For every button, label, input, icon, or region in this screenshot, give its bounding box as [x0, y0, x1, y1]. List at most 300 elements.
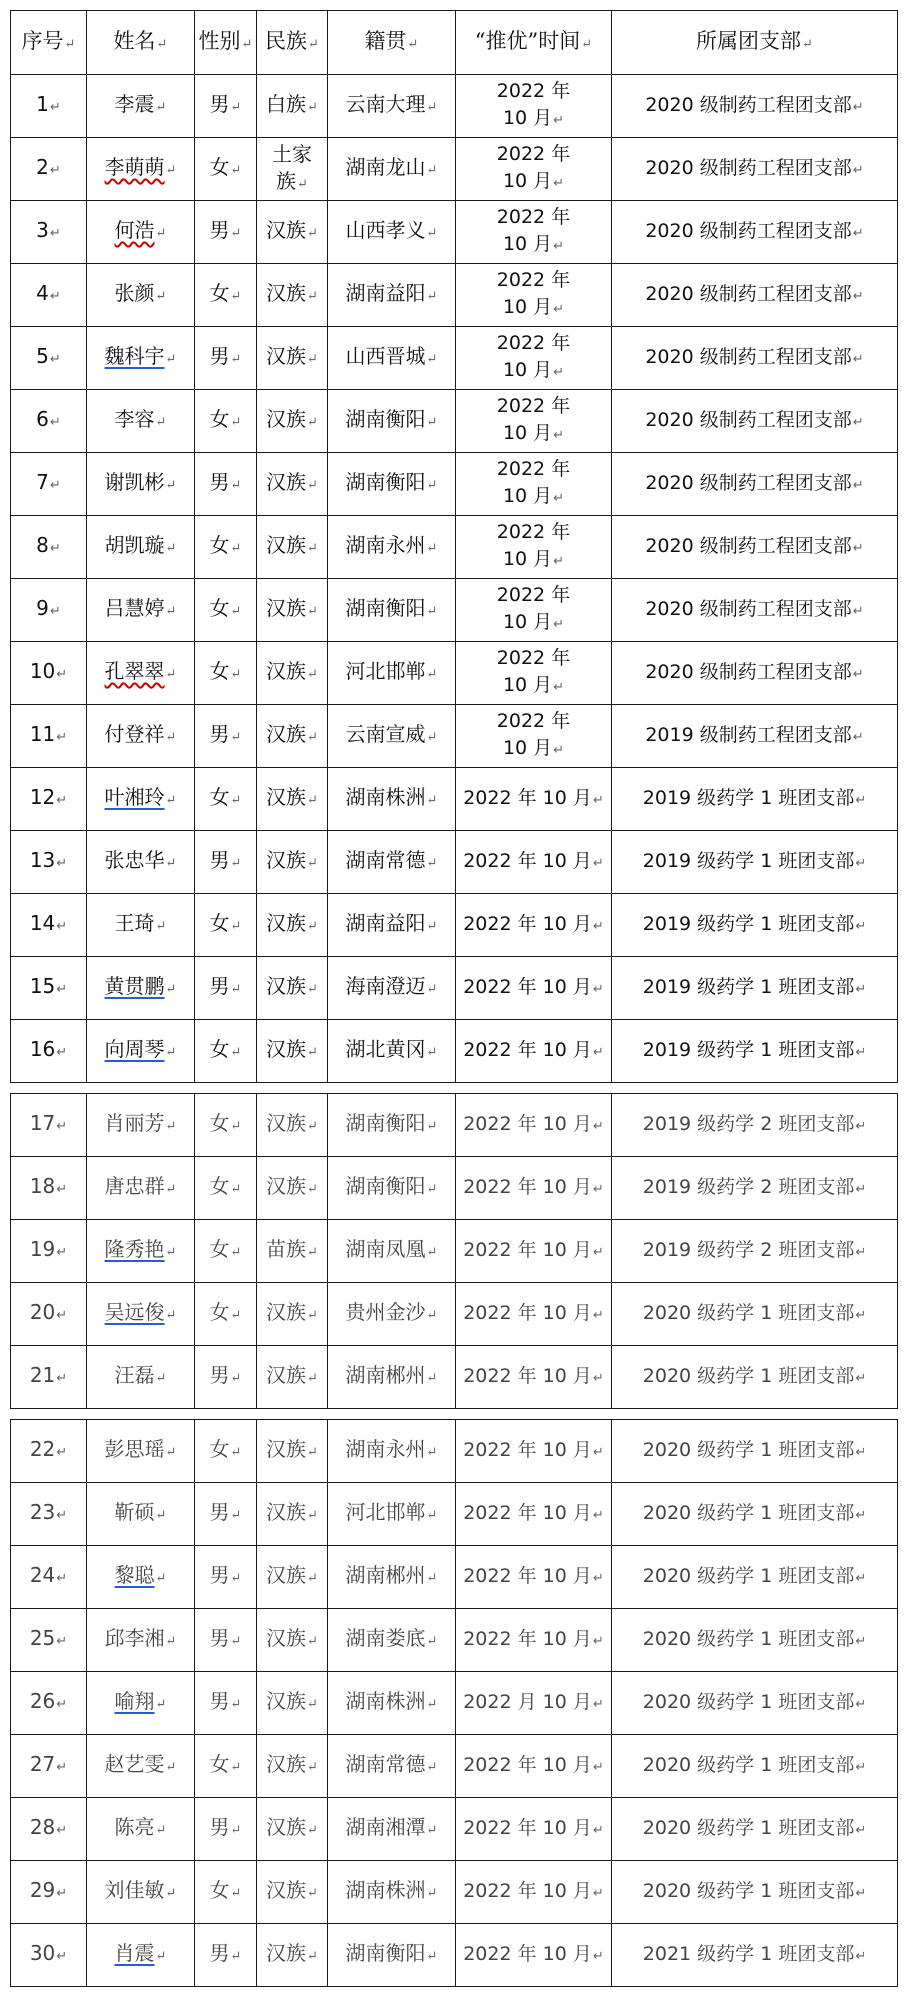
cell-sex-text: 男	[209, 1500, 230, 1524]
paragraph-mark-icon: ↵	[855, 1507, 867, 1523]
cell-origin	[328, 1861, 456, 1924]
cell-name	[87, 1735, 195, 1798]
cell-time-text: 2022 年 10 月	[463, 1238, 592, 1261]
paragraph-mark-icon: ↵	[165, 352, 177, 367]
cell-branch-text: 2020 级制药工程团支部	[645, 345, 852, 368]
paragraph-mark-icon: ↵	[852, 603, 864, 619]
paragraph-mark-icon: ↵	[307, 352, 318, 367]
cell-nation-text: 汉族	[266, 1363, 307, 1387]
paragraph-mark-icon: ↵	[553, 302, 565, 317]
paragraph-mark-icon: ↵	[230, 667, 242, 682]
paragraph-mark-icon: ↵	[230, 1949, 242, 1964]
cell-sex-text: 男	[209, 344, 230, 368]
paragraph-mark-icon: ↵	[165, 1886, 177, 1901]
cell-no-text: 29	[29, 1878, 56, 1902]
cell-origin	[328, 1220, 456, 1283]
cell-name-text: 孔翠翠	[104, 659, 165, 683]
cell-origin-text: 湖南龙山	[345, 155, 426, 179]
cell-name-text: 黎聪	[114, 1563, 155, 1587]
cell-time-text: 2022 年 10 月	[496, 458, 571, 507]
cell-time-text: 2022 年 10 月	[496, 521, 571, 570]
cell-sex	[195, 1020, 257, 1083]
cell-sex-text: 男	[209, 722, 230, 746]
cell-origin	[328, 642, 456, 705]
cell-branch	[612, 327, 898, 390]
cell-origin-text: 贵州金沙	[345, 1300, 426, 1324]
cell-nation-text: 汉族	[266, 722, 307, 746]
cell-branch-text: 2020 级药学 1 班团支部	[642, 1753, 855, 1776]
cell-branch-text: 2019 级药学 1 班团支部	[642, 786, 855, 809]
cell-origin-text: 湖南衡阳	[345, 1941, 426, 1965]
cell-branch-text: 2019 级制药工程团支部	[645, 723, 852, 746]
member-table	[10, 10, 898, 1987]
cell-origin-text: 湖南衡阳	[345, 470, 426, 494]
cell-sex-text: 女	[209, 1300, 230, 1324]
cell-name	[87, 1546, 195, 1609]
cell-origin-text: 湖南常德	[345, 848, 426, 872]
paragraph-mark-icon: ↵	[56, 1119, 68, 1134]
table-row	[11, 201, 898, 264]
cell-sex-text: 女	[209, 911, 230, 935]
cell-name-text: 邱李湘	[104, 1626, 165, 1650]
cell-branch	[612, 831, 898, 894]
paragraph-mark-icon: ↵	[852, 351, 864, 367]
cell-time-text: 2022 年 10 月	[496, 584, 571, 633]
cell-origin-text: 湖南衡阳	[345, 407, 426, 431]
paragraph-mark-icon: ↵	[426, 1371, 438, 1386]
cell-nation-text: 汉族	[266, 596, 307, 620]
paragraph-mark-icon: ↵	[855, 1044, 867, 1060]
cell-nation	[257, 1798, 328, 1861]
cell-no	[11, 1924, 87, 1987]
paragraph-mark-icon: ↵	[230, 1119, 242, 1134]
cell-nation-text: 汉族	[266, 344, 307, 368]
paragraph-mark-icon: ↵	[592, 1948, 604, 1964]
paragraph-mark-icon: ↵	[592, 1307, 604, 1323]
paragraph-mark-icon: ↵	[230, 1508, 242, 1523]
cell-branch	[612, 1483, 898, 1546]
paragraph-mark-icon: ↵	[230, 541, 242, 556]
paragraph-mark-icon: ↵	[426, 289, 438, 304]
cell-sex-text: 男	[209, 1815, 230, 1839]
paragraph-mark-icon: ↵	[307, 1886, 318, 1901]
cell-time	[456, 1346, 612, 1409]
cell-branch-text: 2020 级制药工程团支部	[645, 282, 852, 305]
cell-sex	[195, 516, 257, 579]
paragraph-mark-icon: ↵	[49, 478, 61, 493]
cell-nation	[257, 75, 328, 138]
cell-name-text: 黄贯鹏	[104, 974, 165, 998]
paragraph-mark-icon: ↵	[426, 1308, 438, 1323]
cell-no	[11, 1157, 87, 1220]
table-row	[11, 642, 898, 705]
cell-origin	[328, 1672, 456, 1735]
cell-name-text: 胡凯璇	[104, 533, 165, 557]
table-row	[11, 1283, 898, 1346]
cell-origin	[328, 1283, 456, 1346]
cell-no	[11, 768, 87, 831]
cell-branch	[612, 1157, 898, 1220]
paragraph-mark-icon: ↵	[852, 729, 864, 745]
paragraph-mark-icon: ↵	[426, 541, 438, 556]
cell-nation-text: 汉族	[266, 407, 307, 431]
cell-no	[11, 75, 87, 138]
cell-name-text: 肖丽芳	[104, 1111, 165, 1135]
paragraph-mark-icon: ↵	[165, 730, 177, 745]
cell-origin	[328, 75, 456, 138]
cell-name-text: 王琦	[114, 911, 155, 935]
cell-time	[456, 1546, 612, 1609]
cell-sex	[195, 138, 257, 201]
paragraph-mark-icon: ↵	[307, 1445, 318, 1460]
cell-nation-text: 汉族	[266, 1037, 307, 1061]
cell-nation	[257, 1094, 328, 1157]
cell-sex	[195, 1861, 257, 1924]
paragraph-mark-icon: ↵	[230, 1182, 242, 1197]
cell-nation-text: 汉族	[266, 1815, 307, 1839]
cell-branch	[612, 201, 898, 264]
paragraph-mark-icon: ↵	[307, 415, 318, 430]
cell-branch-text: 2019 级药学 1 班团支部	[642, 912, 855, 935]
cell-sex-text: 女	[209, 1237, 230, 1261]
cell-origin-text: 湖南益阳	[345, 911, 426, 935]
cell-name-text: 叶湘玲	[104, 785, 165, 809]
cell-nation-text: 土家族	[272, 141, 312, 193]
cell-nation-text: 汉族	[266, 218, 307, 242]
cell-origin-text: 湖北黄冈	[345, 1037, 426, 1061]
cell-origin	[328, 1483, 456, 1546]
cell-sex	[195, 579, 257, 642]
cell-sex	[195, 390, 257, 453]
cell-no-text: 7	[36, 470, 49, 494]
cell-no	[11, 1483, 87, 1546]
cell-no-text: 22	[29, 1437, 56, 1461]
cell-name-text: 彭思瑶	[104, 1437, 165, 1461]
cell-branch	[612, 264, 898, 327]
cell-sex-text: 女	[209, 596, 230, 620]
cell-nation	[257, 1672, 328, 1735]
paragraph-mark-icon: ↵	[155, 415, 167, 430]
cell-time	[456, 1924, 612, 1987]
paragraph-mark-icon: ↵	[855, 918, 867, 934]
paragraph-mark-icon: ↵	[165, 163, 177, 178]
paragraph-mark-icon: ↵	[56, 1245, 68, 1260]
paragraph-mark-icon: ↵	[307, 919, 318, 934]
cell-time	[456, 1672, 612, 1735]
paragraph-mark-icon: ↵	[307, 1182, 318, 1197]
cell-name	[87, 1283, 195, 1346]
cell-name-text: 张颜	[114, 281, 155, 305]
paragraph-mark-icon: ↵	[49, 289, 61, 304]
cell-no	[11, 1546, 87, 1609]
cell-sex	[195, 1157, 257, 1220]
paragraph-mark-icon: ↵	[307, 478, 318, 493]
cell-time-text: 2022 年 10 月	[463, 1564, 592, 1587]
cell-time	[456, 1283, 612, 1346]
paragraph-mark-icon: ↵	[307, 1045, 318, 1060]
cell-sex	[195, 1283, 257, 1346]
cell-no-text: 21	[29, 1363, 56, 1387]
cell-origin	[328, 327, 456, 390]
paragraph-mark-icon: ↵	[230, 352, 242, 367]
cell-nation	[257, 705, 328, 768]
cell-time-text: 2022 年 10 月	[463, 1627, 592, 1650]
cell-sex	[195, 1420, 257, 1483]
cell-no-text: 2	[36, 155, 49, 179]
paragraph-mark-icon: ↵	[852, 99, 864, 115]
cell-nation	[257, 327, 328, 390]
cell-origin	[328, 1346, 456, 1409]
page-gap	[11, 1083, 898, 1094]
cell-no	[11, 390, 87, 453]
paragraph-mark-icon: ↵	[56, 1886, 68, 1901]
paragraph-mark-icon: ↵	[307, 856, 318, 871]
paragraph-mark-icon: ↵	[426, 163, 438, 178]
cell-sex-text: 男	[209, 1689, 230, 1713]
paragraph-mark-icon: ↵	[230, 1760, 242, 1775]
table-row	[11, 1420, 898, 1483]
page-gap-cell	[11, 1409, 898, 1420]
paragraph-mark-icon: ↵	[855, 1444, 867, 1460]
cell-name-text: 李容	[114, 407, 155, 431]
paragraph-mark-icon: ↵	[426, 100, 438, 115]
paragraph-mark-icon: ↵	[230, 919, 242, 934]
paragraph-mark-icon: ↵	[426, 415, 438, 430]
paragraph-mark-icon: ↵	[56, 919, 68, 934]
cell-name	[87, 75, 195, 138]
cell-time	[456, 1609, 612, 1672]
cell-sex	[195, 201, 257, 264]
cell-origin-text: 湖南凤凰	[345, 1237, 426, 1261]
cell-nation	[257, 1861, 328, 1924]
cell-nation-text: 汉族	[266, 974, 307, 998]
paragraph-mark-icon: ↵	[592, 1633, 604, 1649]
paragraph-mark-icon: ↵	[553, 239, 565, 254]
paragraph-mark-icon: ↵	[855, 792, 867, 808]
cell-branch	[612, 1546, 898, 1609]
cell-sex	[195, 1609, 257, 1672]
cell-no	[11, 1672, 87, 1735]
paragraph-mark-icon: ↵	[49, 541, 61, 556]
paragraph-mark-icon: ↵	[852, 225, 864, 241]
paragraph-mark-icon: ↵	[307, 289, 318, 304]
cell-sex	[195, 768, 257, 831]
cell-nation	[257, 1609, 328, 1672]
paragraph-mark-icon: ↵	[230, 1445, 242, 1460]
cell-no-text: 9	[36, 596, 49, 620]
cell-branch-text: 2020 级药学 1 班团支部	[642, 1690, 855, 1713]
table-row	[11, 1157, 898, 1220]
cell-origin	[328, 1735, 456, 1798]
cell-sex	[195, 1220, 257, 1283]
paragraph-mark-icon: ↵	[165, 793, 177, 808]
cell-nation-text: 汉族	[266, 1500, 307, 1524]
paragraph-mark-icon: ↵	[56, 1045, 68, 1060]
cell-branch-text: 2020 级药学 1 班团支部	[642, 1501, 855, 1524]
cell-origin	[328, 831, 456, 894]
paragraph-mark-icon: ↵	[852, 540, 864, 556]
cell-origin-text: 山西孝义	[345, 218, 426, 242]
paragraph-mark-icon: ↵	[307, 226, 318, 241]
cell-no-text: 4	[36, 281, 49, 305]
header-row	[11, 11, 898, 75]
paragraph-mark-icon: ↵	[56, 982, 68, 997]
paragraph-mark-icon: ↵	[553, 554, 565, 569]
paragraph-mark-icon: ↵	[553, 365, 565, 380]
cell-name-text: 吕慧婷	[104, 596, 165, 620]
paragraph-mark-icon: ↵	[165, 1308, 177, 1323]
cell-branch-text: 2020 级药学 1 班团支部	[642, 1816, 855, 1839]
paragraph-mark-icon: ↵	[230, 1886, 242, 1901]
cell-sex	[195, 894, 257, 957]
paragraph-mark-icon: ↵	[56, 1445, 68, 1460]
cell-branch-text: 2020 级药学 1 班团支部	[642, 1438, 855, 1461]
cell-nation	[257, 201, 328, 264]
cell-time	[456, 1220, 612, 1283]
cell-sex-text: 女	[209, 785, 230, 809]
paragraph-mark-icon: ↵	[49, 604, 61, 619]
paragraph-mark-icon: ↵	[165, 478, 177, 493]
cell-origin-text: 湖南衡阳	[345, 1111, 426, 1135]
paragraph-mark-icon: ↵	[155, 1508, 167, 1523]
cell-nation	[257, 1546, 328, 1609]
paragraph-mark-icon: ↵	[230, 415, 242, 430]
paragraph-mark-icon: ↵	[230, 163, 242, 178]
page-gap	[11, 1409, 898, 1420]
paragraph-mark-icon: ↵	[49, 163, 61, 178]
paragraph-mark-icon: ↵	[855, 1307, 867, 1323]
paragraph-mark-icon: ↵	[553, 491, 565, 506]
paragraph-mark-icon: ↵	[307, 1949, 318, 1964]
table-row	[11, 1609, 898, 1672]
paragraph-mark-icon: ↵	[553, 428, 565, 443]
paragraph-mark-icon: ↵	[155, 226, 167, 241]
paragraph-mark-icon: ↵	[165, 541, 177, 556]
paragraph-mark-icon: ↵	[307, 1371, 318, 1386]
cell-time	[456, 1157, 612, 1220]
cell-branch-text: 2020 级药学 1 班团支部	[642, 1301, 855, 1324]
cell-no	[11, 894, 87, 957]
table-row	[11, 138, 898, 201]
paragraph-mark-icon: ↵	[165, 1245, 177, 1260]
cell-branch	[612, 1861, 898, 1924]
paragraph-mark-icon: ↵	[592, 855, 604, 871]
paragraph-mark-icon: ↵	[165, 667, 177, 682]
cell-name	[87, 579, 195, 642]
cell-nation	[257, 1483, 328, 1546]
cell-name-text: 向周琴	[104, 1037, 165, 1061]
paragraph-mark-icon: ↵	[155, 1697, 167, 1712]
paragraph-mark-icon: ↵	[426, 1508, 438, 1523]
cell-sex	[195, 1094, 257, 1157]
cell-sex	[195, 831, 257, 894]
cell-branch-text: 2020 级制药工程团支部	[645, 219, 852, 242]
cell-no-text: 6	[36, 407, 49, 431]
cell-name	[87, 264, 195, 327]
paragraph-mark-icon: ↵	[230, 1697, 242, 1712]
paragraph-mark-icon: ↵	[56, 1182, 68, 1197]
cell-branch	[612, 894, 898, 957]
paragraph-mark-icon: ↵	[307, 667, 318, 682]
cell-name-text: 陈亮	[114, 1815, 155, 1839]
cell-origin	[328, 1094, 456, 1157]
cell-name	[87, 516, 195, 579]
cell-time	[456, 1420, 612, 1483]
paragraph-mark-icon: ↵	[426, 1571, 438, 1586]
paragraph-mark-icon: ↵	[297, 176, 308, 192]
table-row	[11, 75, 898, 138]
paragraph-mark-icon: ↵	[56, 1949, 68, 1964]
cell-time	[456, 957, 612, 1020]
cell-branch	[612, 579, 898, 642]
cell-nation	[257, 957, 328, 1020]
paragraph-mark-icon: ↵	[165, 1445, 177, 1460]
paragraph-mark-icon: ↵	[165, 856, 177, 871]
cell-nation-text: 白族	[266, 92, 307, 116]
cell-origin	[328, 894, 456, 957]
cell-name	[87, 768, 195, 831]
cell-nation-text: 汉族	[266, 659, 307, 683]
cell-no-text: 14	[29, 911, 56, 935]
cell-time	[456, 1020, 612, 1083]
paragraph-mark-icon: ↵	[307, 982, 318, 997]
table-row	[11, 1483, 898, 1546]
cell-sex	[195, 1798, 257, 1861]
cell-time	[456, 1861, 612, 1924]
paragraph-mark-icon: ↵	[426, 793, 438, 808]
cell-time	[456, 894, 612, 957]
cell-branch	[612, 957, 898, 1020]
cell-sex	[195, 453, 257, 516]
cell-sex-text: 男	[209, 1563, 230, 1587]
cell-sex-text: 男	[209, 1363, 230, 1387]
cell-time-text: 2022 年 10 月	[496, 80, 571, 129]
paragraph-mark-icon: ↵	[307, 541, 318, 556]
cell-nation	[257, 1420, 328, 1483]
paragraph-mark-icon: ↵	[592, 1181, 604, 1197]
cell-name-text: 靳硕	[114, 1500, 155, 1524]
cell-name	[87, 453, 195, 516]
paragraph-mark-icon: ↵	[592, 1759, 604, 1775]
paragraph-mark-icon: ↵	[426, 1886, 438, 1901]
cell-branch	[612, 768, 898, 831]
paragraph-mark-icon: ↵	[165, 604, 177, 619]
cell-nation-text: 汉族	[266, 1300, 307, 1324]
cell-time-text: 2022 月 10 月	[463, 1690, 592, 1713]
cell-nation	[257, 579, 328, 642]
cell-time-text: 2022 年 10 月	[463, 975, 592, 998]
cell-time	[456, 705, 612, 768]
cell-time	[456, 516, 612, 579]
paragraph-mark-icon: ↵	[49, 100, 61, 115]
cell-branch-text: 2020 级制药工程团支部	[645, 534, 852, 557]
cell-name	[87, 1924, 195, 1987]
cell-time	[456, 831, 612, 894]
table-row	[11, 1220, 898, 1283]
cell-branch	[612, 516, 898, 579]
cell-branch-text: 2020 级药学 1 班团支部	[642, 1627, 855, 1650]
cell-time	[456, 1094, 612, 1157]
cell-name	[87, 390, 195, 453]
cell-name-text: 吴远俊	[104, 1300, 165, 1324]
cell-time	[456, 453, 612, 516]
cell-nation-text: 汉族	[266, 911, 307, 935]
cell-origin-text: 湖南郴州	[345, 1363, 426, 1387]
cell-time-text: 2022 年 10 月	[463, 849, 592, 872]
paragraph-mark-icon: ↵	[855, 1244, 867, 1260]
header-no: 序号↵	[11, 11, 87, 75]
cell-nation	[257, 1735, 328, 1798]
